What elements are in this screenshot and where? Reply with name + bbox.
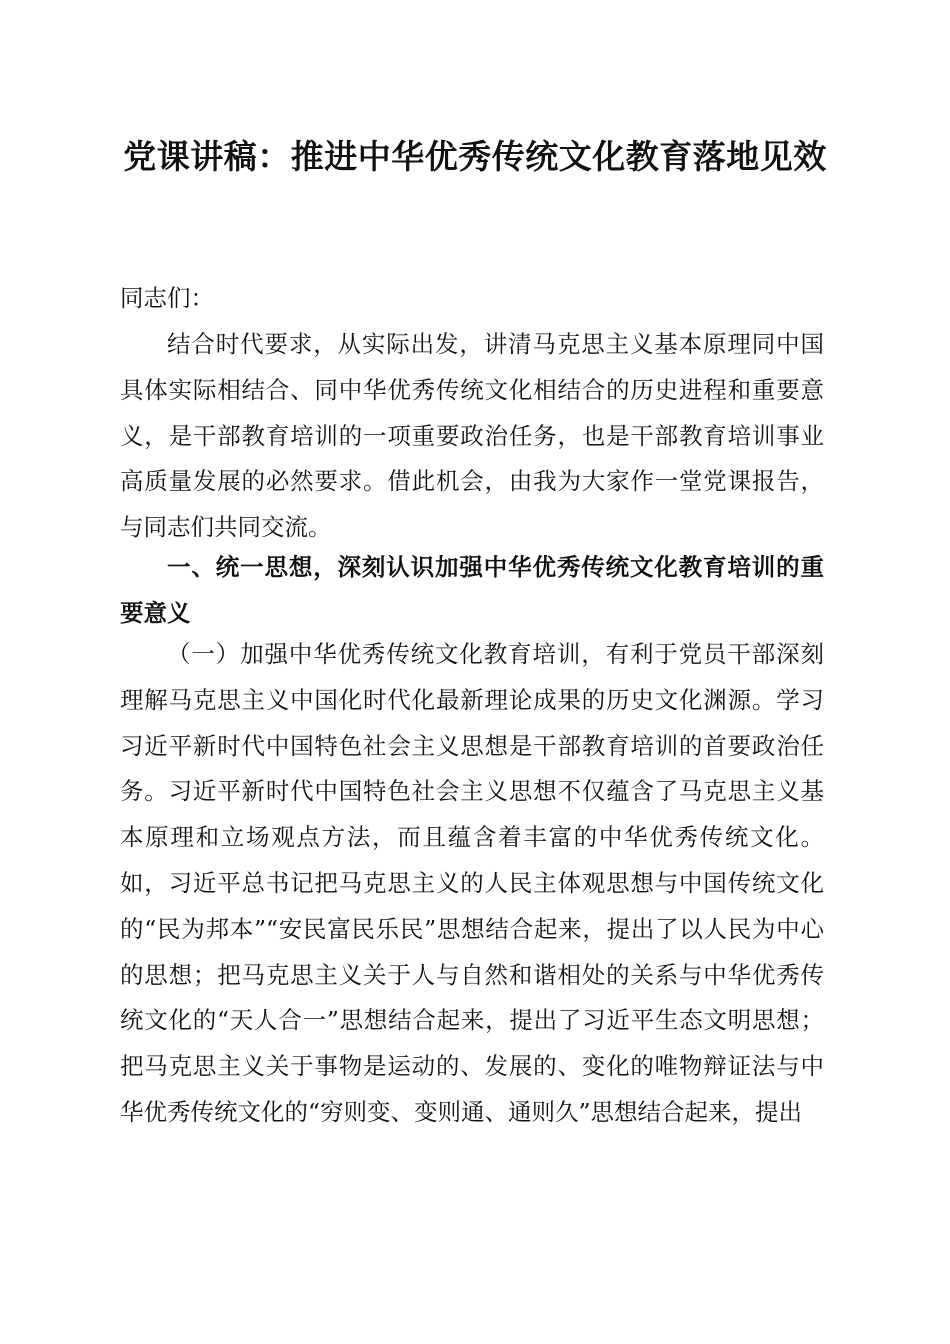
salutation: 同志们： — [120, 284, 214, 312]
section-paragraph: （一）加强中华优秀传统文化教育培训，有利于党员干部深刻理解马克思主义中国化时代化最新理论成果的历史文化渊源。学习习近平新时代中国特色社会主义思想是干部教育培训的首要政治任务。习近平新时代中国特色社会主义思想不仅蕴含了马克思主义基本原理和立场观点方法，而且蕴含着丰富的中华优秀传统文化。如，习近平总书记把马克思主义的人民主体观思想与中国传统文化的“民为邦本”“安民富民乐民”思想结合起来，提出了以人民为中心的思想；把马克思主义关于人与自然和谐相处的关系与中华优秀传统文化的“天人合一”思想结合起来，提出了习近平生态文明思想；把马克思主义关于事物是运动的、发展的、变化的唯物辩证法与中华优秀传统文化的“穷则变、变则通、通则久”思想结合起来，提出 — [120, 640, 824, 1126]
section-heading: 一、统一思想，深刻认识加强中华优秀传统文化教育培训的重要意义 — [120, 553, 824, 627]
intro-paragraph: 结合时代要求，从实际出发，讲清马克思主义基本原理同中国具体实际相结合、同中华优秀传统文化相结合的历史进程和重要意义，是干部教育培训的一项重要政治任务，也是干部教育培训事业高质量发展的必然要求。借此机会，由我为大家作一堂党课报告，与同志们共同交流。 — [120, 330, 824, 542]
document-title: 党课讲稿：推进中华优秀传统文化教育落地见效 — [123, 137, 827, 176]
